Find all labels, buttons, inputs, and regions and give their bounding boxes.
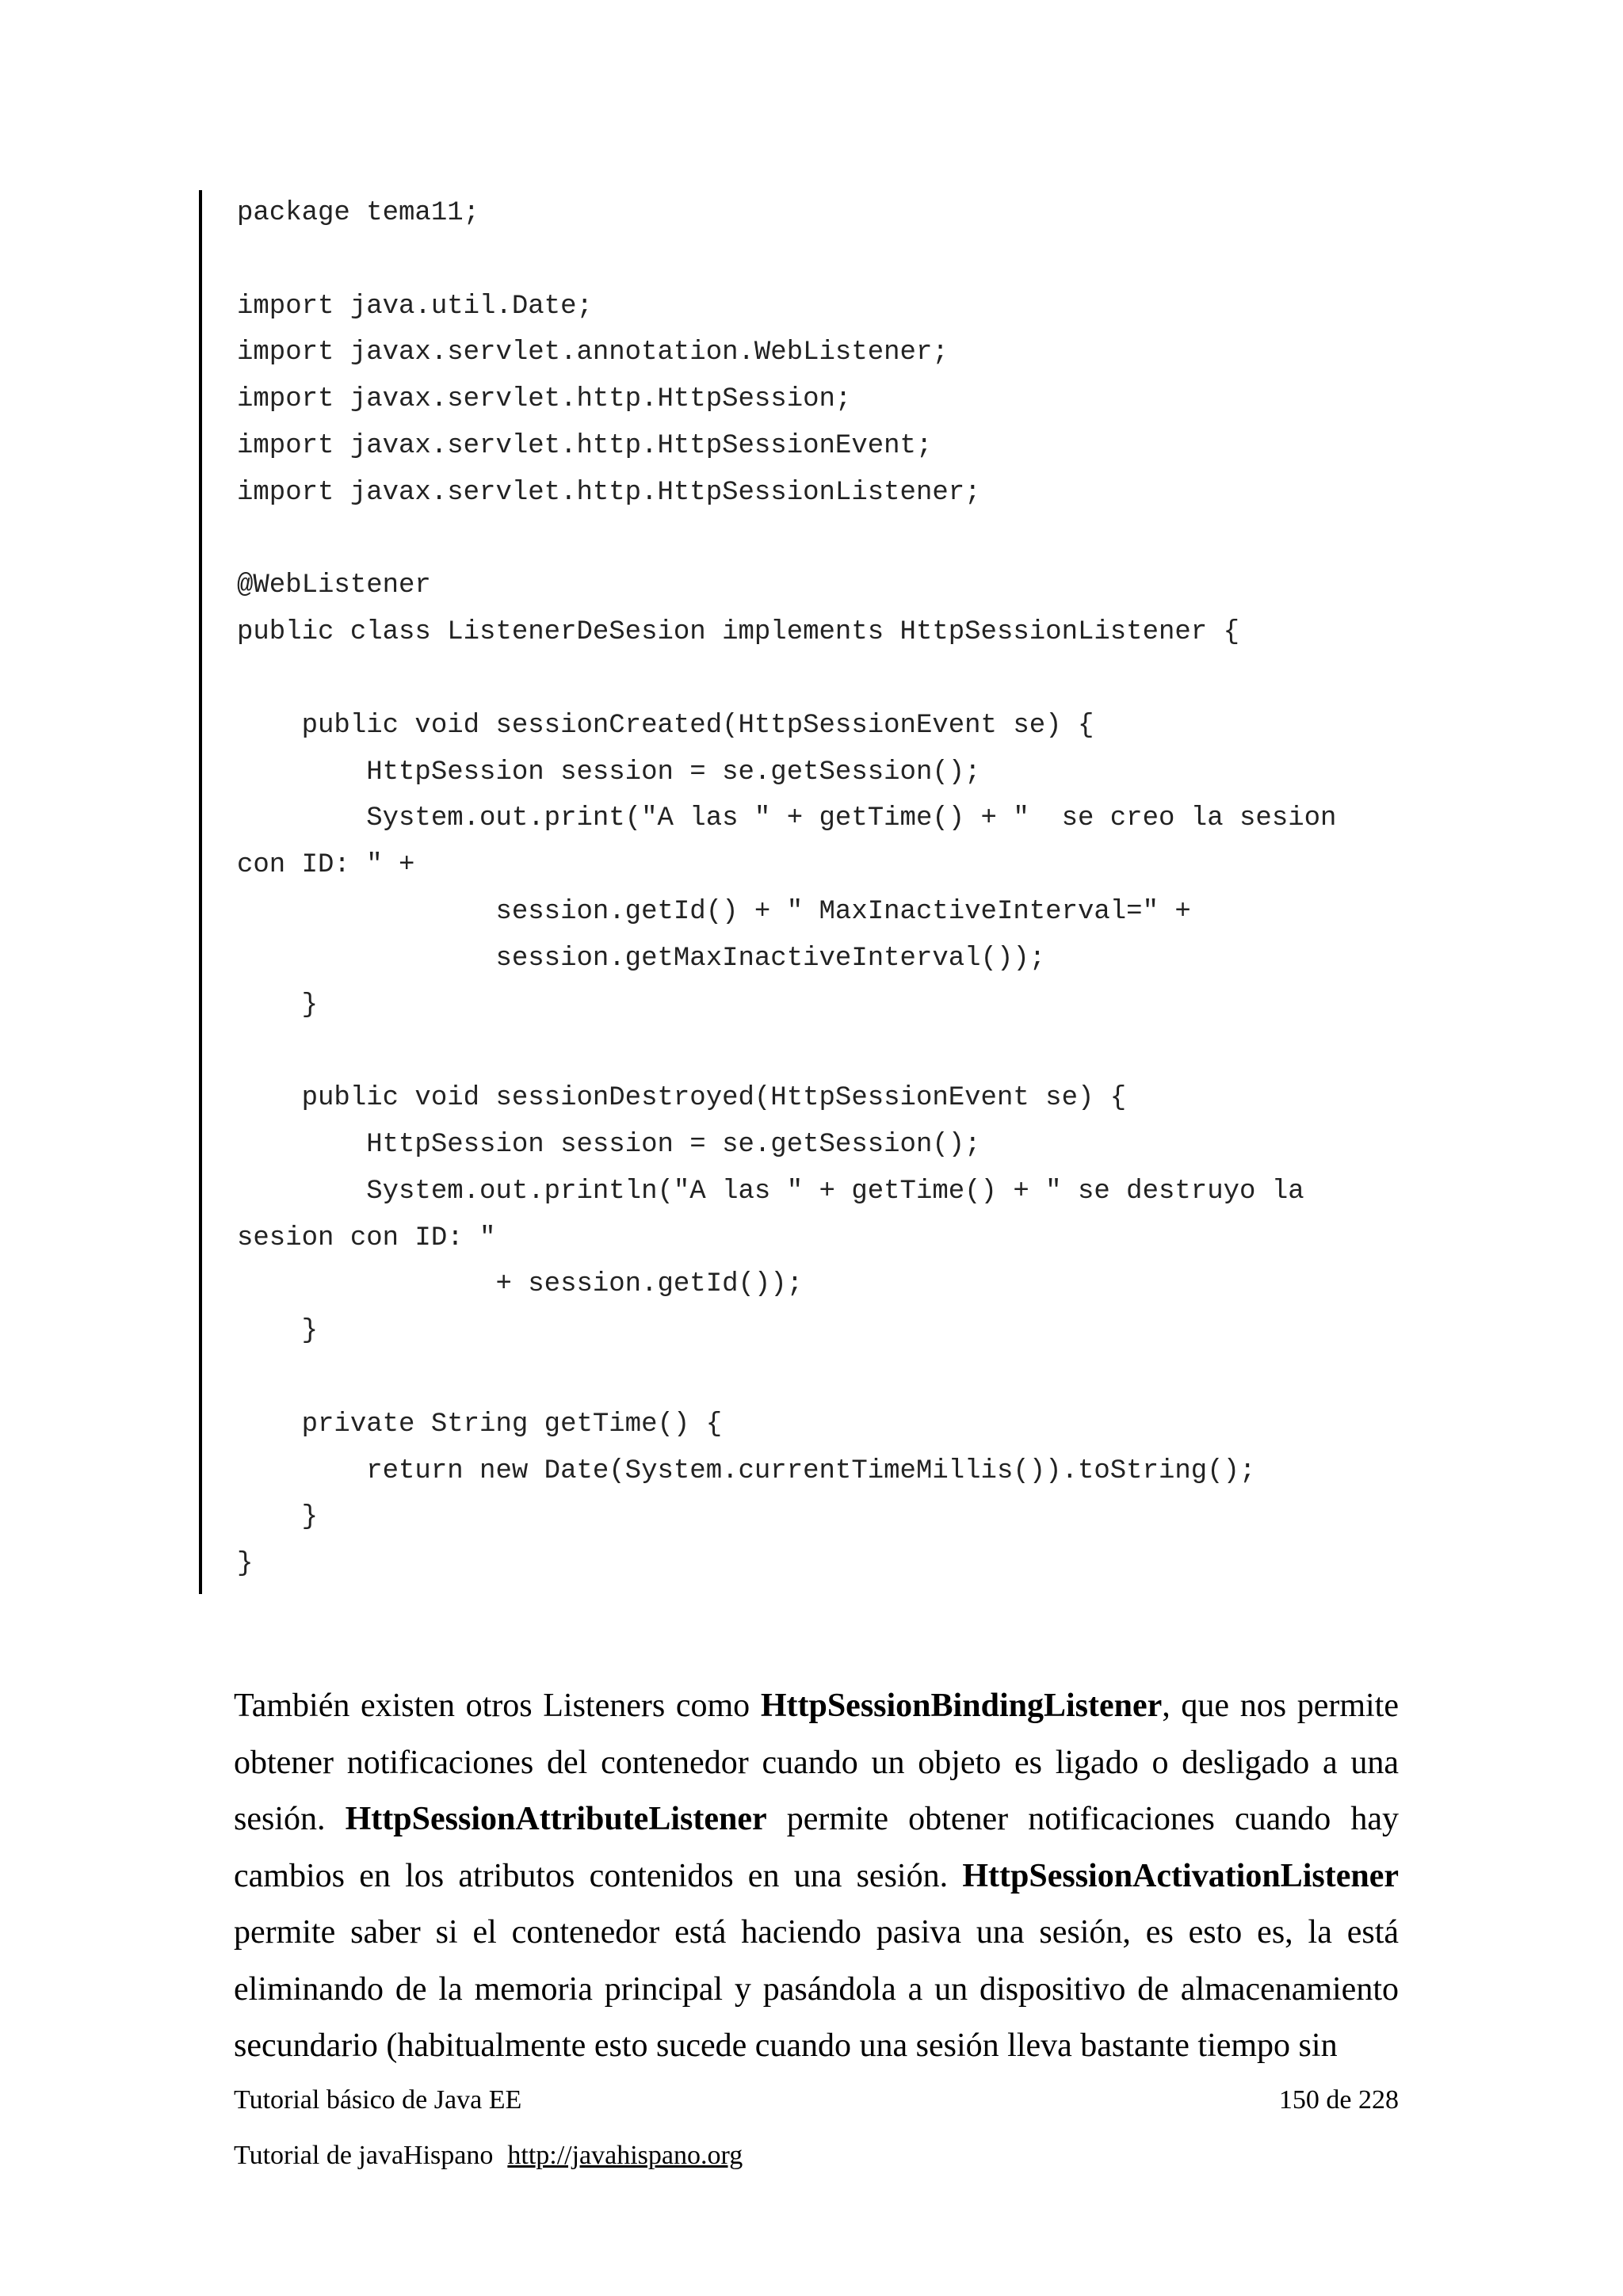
footer-doc-title: Tutorial básico de Java EE [234, 2085, 522, 2115]
code-line: private String getTime() { [237, 1409, 723, 1440]
code-line: package tema11; [237, 198, 480, 228]
footer-page-number: 150 de 228 [1278, 2085, 1399, 2115]
paragraph-text: permite obtener notificaciones cuando hay cambios en los atributos contenidos en una sesión. [234, 1801, 1400, 1894]
code-line: public void sessionCreated(HttpSessionEvent se) { [237, 710, 1094, 741]
code-line: return new Date(System.currentTimeMillis()).toString(); [237, 1455, 1256, 1486]
code-line: } [237, 1502, 319, 1533]
page-footer [234, 2085, 1399, 2115]
code-line: } [237, 990, 319, 1020]
code-line: import javax.servlet.http.HttpSessionListener; [237, 477, 981, 508]
code-line [237, 237, 1336, 284]
code-line: sesion con ID: " [237, 1222, 496, 1253]
code-line: import javax.servlet.http.HttpSession; [237, 384, 852, 415]
code-line: HttpSession session = se.getSession(); [237, 1129, 981, 1160]
code-line: import javax.servlet.annotation.WebListener; [237, 338, 949, 368]
code-line: + session.getId()); [237, 1269, 804, 1300]
code-line: session.getMaxInactiveInterval()); [237, 943, 1046, 974]
code-line: public void sessionDestroyed(HttpSessionEvent se) { [237, 1083, 1127, 1114]
code-line: import java.util.Date; [237, 291, 593, 322]
paragraph-text: permite saber si el contenedor está haciendo pasiva una sesión, es esto es, la está eliminando de la memoria principal y pasándola a un dispositivo de almacenamiento secundario (habitualmente esto sucede cuando una sesión lleva bastante tiempo sin [234, 1914, 1399, 2064]
code-line: HttpSession session = se.getSession(); [237, 757, 981, 788]
code-line: public class ListenerDeSesion implements HttpSessionListener { [237, 617, 1240, 648]
code-line [237, 517, 1336, 563]
code-line: } [237, 1316, 319, 1347]
code-line: System.out.println("A las " + getTime() + " se destruyo la [237, 1176, 1304, 1207]
code-line [237, 656, 1336, 703]
class-name-binding-listener: HttpSessionBindingListener [760, 1688, 1163, 1724]
code-line [237, 1028, 1336, 1075]
code-line: con ID: " + [237, 850, 415, 881]
body-paragraph [234, 1678, 1399, 2075]
code-lines [237, 190, 1336, 1588]
class-name-activation-listener: HttpSessionActivationListener [962, 1857, 1399, 1894]
paragraph-text: También existen otros Listeners como [234, 1688, 761, 1724]
code-line: session.getId() + " MaxInactiveInterval=" + [237, 896, 1191, 927]
footer-site [234, 2141, 743, 2171]
code-line [237, 1355, 1336, 1402]
class-name-attribute-listener: HttpSessionAttributeListener [345, 1801, 767, 1837]
code-line: @WebListener [237, 570, 431, 601]
footer-site-label: Tutorial de javaHispano [234, 2141, 494, 2170]
code-line: } [237, 1549, 254, 1580]
code-line: import javax.servlet.http.HttpSessionEvent; [237, 430, 933, 461]
footer-site-link[interactable]: http://javahispano.org [507, 2141, 743, 2170]
code-listing [199, 190, 1427, 1594]
code-line: System.out.print("A las " + getTime() + " se creo la sesion [237, 803, 1337, 834]
paragraph-text: , que nos permite obtener notificaciones del contenedor cuando un objeto es ligado o desligado a una sesión. [234, 1688, 1399, 1837]
